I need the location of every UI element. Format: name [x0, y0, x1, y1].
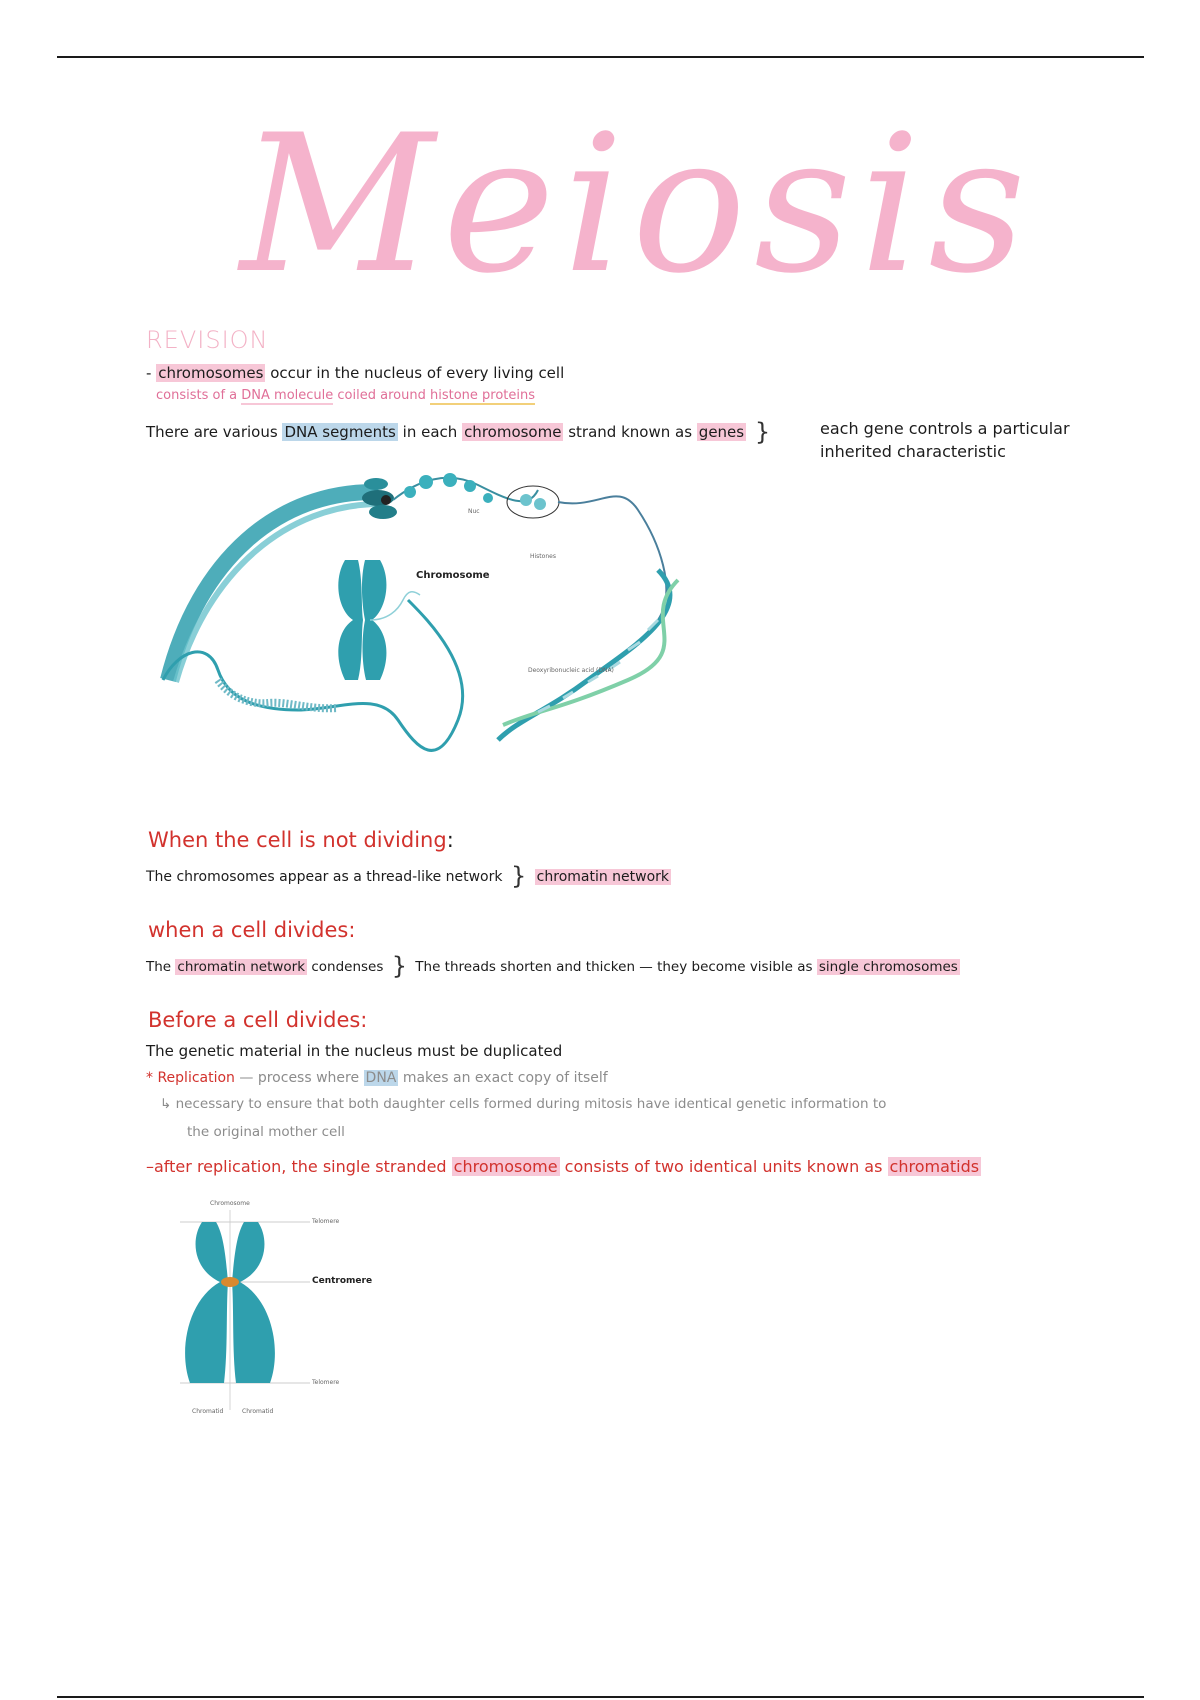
- gene-side-note: [820, 417, 1070, 463]
- colon: :: [446, 828, 454, 852]
- not-dividing-text: The chromosomes appear as a thread-like network: [146, 869, 503, 885]
- genes-part2: in each: [402, 423, 458, 441]
- label-nuc: Nuc: [468, 508, 480, 515]
- chromatid-illustration: [180, 1200, 380, 1420]
- sub-histone: histone proteins: [429, 388, 535, 403]
- revision-heading: REVISION: [146, 326, 269, 354]
- dna-thread: [558, 496, 666, 620]
- chromatid-right: [232, 1222, 275, 1383]
- top-rule: [57, 56, 1144, 58]
- before-line1: The genetic material in the nucleus must be duplicated: [146, 1042, 563, 1060]
- chromatids-term: chromatids: [889, 1157, 980, 1176]
- dna-chromosome-figure: [158, 470, 736, 770]
- replication-rest1: — process where: [239, 1070, 360, 1086]
- after-text2: consists of two identical units known as: [564, 1157, 883, 1176]
- brace: }: [754, 418, 771, 446]
- chromatin-network-term: chromatin network: [536, 869, 670, 885]
- replication-line: [146, 1070, 608, 1086]
- sub-dna: DNA molecule: [241, 388, 334, 403]
- histone-closeup: [507, 486, 559, 518]
- replication-term: Replication: [157, 1070, 235, 1086]
- replication-rest2: makes an exact copy of itself: [402, 1070, 608, 1086]
- chromatid-left: [185, 1222, 228, 1383]
- dna-segments-term: DNA segments: [284, 423, 396, 441]
- after-replication-line: [146, 1157, 981, 1176]
- genes-part1: There are various: [146, 423, 278, 441]
- not-dividing-heading-text: When the cell is not dividing: [148, 828, 447, 852]
- divides-text: The threads shorten and thicken — they become visible as: [415, 959, 813, 975]
- after-text1: after replication, the single stranded: [154, 1157, 447, 1176]
- arrow-icon: ↳: [160, 1096, 172, 1112]
- note-line2: inherited characteristic: [820, 442, 1006, 461]
- chromosomes-term: chromosomes: [158, 364, 264, 382]
- fibre-fan: [362, 478, 397, 519]
- label-chromosome: Chromosome: [416, 570, 490, 581]
- label-centromere: Centromere: [312, 1276, 373, 1286]
- divides-heading: when a cell divides:: [148, 918, 356, 942]
- chromatin-network-term-2: chromatin network: [177, 959, 306, 975]
- divides-mid: condenses: [311, 959, 384, 975]
- before-heading: Before a cell divides:: [148, 1008, 368, 1032]
- coiled-thread: [163, 600, 463, 750]
- star-icon: *: [146, 1070, 153, 1086]
- after-chromosome-term: chromosome: [453, 1157, 558, 1176]
- dna-sub-line: [156, 388, 535, 403]
- necessary-line1: [160, 1096, 886, 1112]
- centromere-mark: [221, 1277, 239, 1287]
- after-dash: –: [146, 1157, 154, 1176]
- label-telomere-bottom: Telomere: [312, 1379, 340, 1386]
- genes-term: genes: [698, 423, 745, 441]
- note-line1: each gene controls a particular: [820, 419, 1070, 438]
- label-chromatid-right: Chromatid: [242, 1408, 274, 1415]
- bottom-rule: [57, 1696, 1144, 1698]
- chromosome-term: chromosome: [464, 423, 562, 441]
- necessary-line2: the original mother cell: [187, 1124, 345, 1140]
- nucleosome-string: [393, 473, 538, 503]
- dash: -: [146, 364, 152, 382]
- sub-prefix: consists of a: [156, 388, 238, 403]
- genes-part3: strand known as: [568, 423, 693, 441]
- not-dividing-line: [146, 862, 671, 890]
- chromosomes-rest: occur in the nucleus of every living cell: [270, 364, 565, 382]
- label-histones: Histones: [530, 553, 556, 560]
- chromosomes-line: [146, 364, 564, 382]
- label-chromosome-top: Chromosome: [210, 1200, 250, 1207]
- label-chromatid-left: Chromatid: [192, 1408, 224, 1415]
- sub-middle: coiled around: [337, 388, 426, 403]
- chromosome-x: [338, 560, 420, 680]
- label-telomere-top: Telomere: [312, 1218, 340, 1225]
- page-title-text: Meiosis: [240, 94, 1034, 315]
- necessary-text1: necessary to ensure that both daughter cells formed during mitosis have identical genetic information to: [175, 1096, 887, 1112]
- brace: }: [391, 952, 407, 980]
- not-dividing-heading: [148, 828, 454, 852]
- brace: }: [510, 862, 527, 890]
- chromatid-figure: [180, 1200, 380, 1420]
- dna-illustration: [158, 470, 736, 770]
- dna-double-helix: [498, 570, 678, 740]
- divides-pre: The: [146, 959, 172, 975]
- label-dna: Deoxyribonucleic acid (DNA): [528, 667, 614, 674]
- genes-line: [146, 418, 774, 446]
- divides-line: [146, 952, 960, 980]
- replication-dna: DNA: [365, 1070, 397, 1086]
- single-chromosomes-term: single chromosomes: [818, 959, 958, 975]
- page-title: [240, 94, 1034, 320]
